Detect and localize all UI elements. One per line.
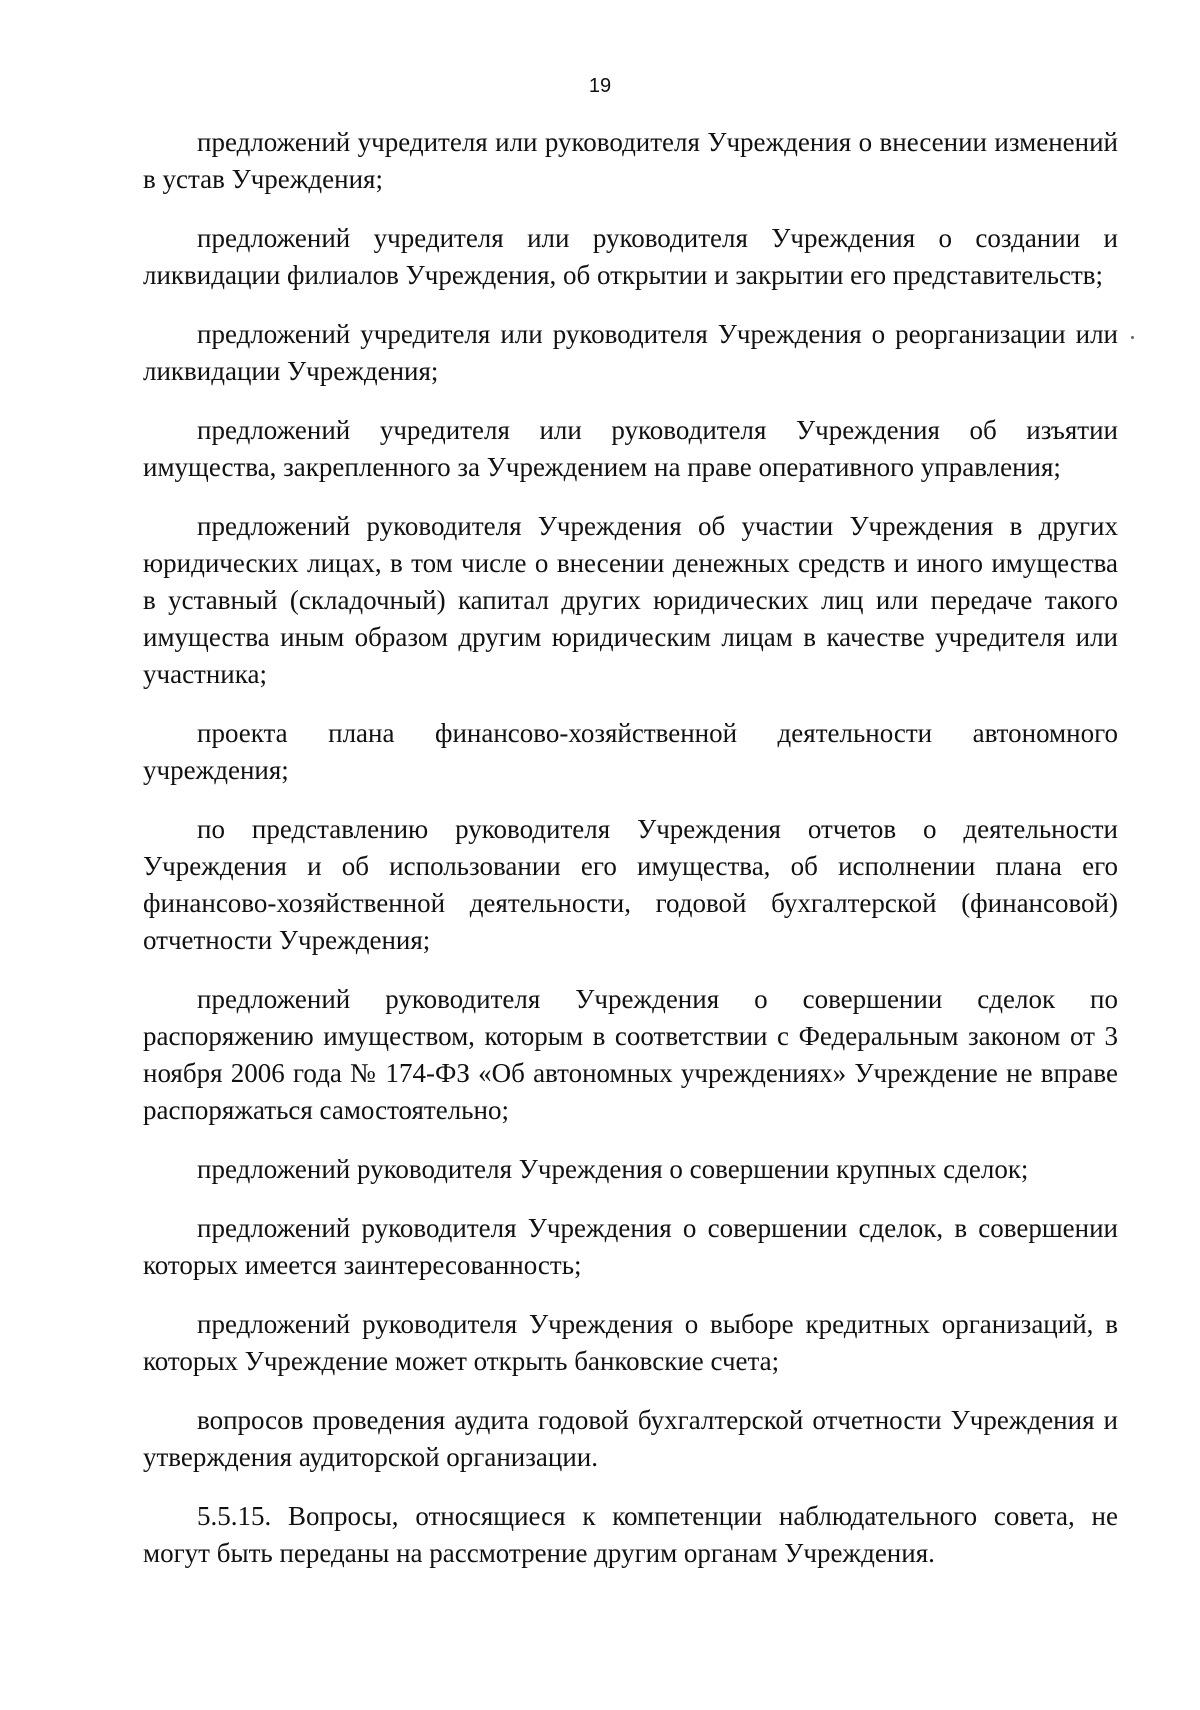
paragraph-credit-organizations: предложений руководителя Учреждения о выборе кредитных организаций, в которых Учреждение может открыть банковские счета; <box>143 1309 1118 1376</box>
paragraph-property-deals: предложений руководителя Учреждения о совершении сделок по распоряжению имуществом, которым в соответствии с Федеральным законом от 3 ноября 2006 года № 174-ФЗ «Об автономных учреждениях» Учреждение не вправе распоряжаться самостоятельно; <box>143 984 1118 1125</box>
paragraph-reorganization: предложений учредителя или руководителя Учреждения о реорганизации или ликвидации Учреждения; <box>143 319 1118 386</box>
paragraph-charter-amendments: предложений учредителя или руководителя Учреждения о внесении изменений в устав Учреждения; <box>143 127 1118 194</box>
paragraph-participation: предложений руководителя Учреждения об участии Учреждения в других юридических лицах, в том числе о внесении денежных средств и иного имущества в уставный (складочный) капитал других юридических лиц или передаче такого имущества иным образом другим юридическим лицам в качестве учредителя или участника; <box>143 511 1118 689</box>
paragraph-competence: 5.5.15. Вопросы, относящиеся к компетенции наблюдательного совета, не могут быть переданы на рассмотрение другим органам Учреждения. <box>143 1501 1118 1568</box>
paragraph-property-withdrawal: предложений учредителя или руководителя Учреждения об изъятии имущества, закрепленного за Учреждением на праве оперативного управления; <box>143 415 1118 482</box>
paragraph-interested-deals: предложений руководителя Учреждения о совершении сделок, в совершении которых имеется заинтересованность; <box>143 1213 1118 1280</box>
paragraph-audit: вопросов проведения аудита годовой бухгалтерской отчетности Учреждения и утверждения аудиторской организации. <box>143 1405 1118 1472</box>
scan-artifact-dot <box>1131 336 1134 339</box>
paragraph-financial-plan: проекта плана финансово-хозяйственной деятельности автономного учреждения; <box>143 718 1118 785</box>
paragraph-branches: предложений учредителя или руководителя Учреждения о создании и ликвидации филиалов Учреждения, об открытии и закрытии его представительств; <box>143 223 1118 290</box>
paragraph-reports: по представлению руководителя Учреждения отчетов о деятельности Учреждения и об использовании его имущества, об исполнении плана его финансово-хозяйственной деятельности, годовой бухгалтерской (финансовой) отчетности Учреждения; <box>143 814 1118 955</box>
page-number: 19 <box>588 75 612 97</box>
paragraph-major-deals: предложений руководителя Учреждения о совершении крупных сделок; <box>197 1154 1029 1184</box>
document-body <box>143 124 1118 1572</box>
